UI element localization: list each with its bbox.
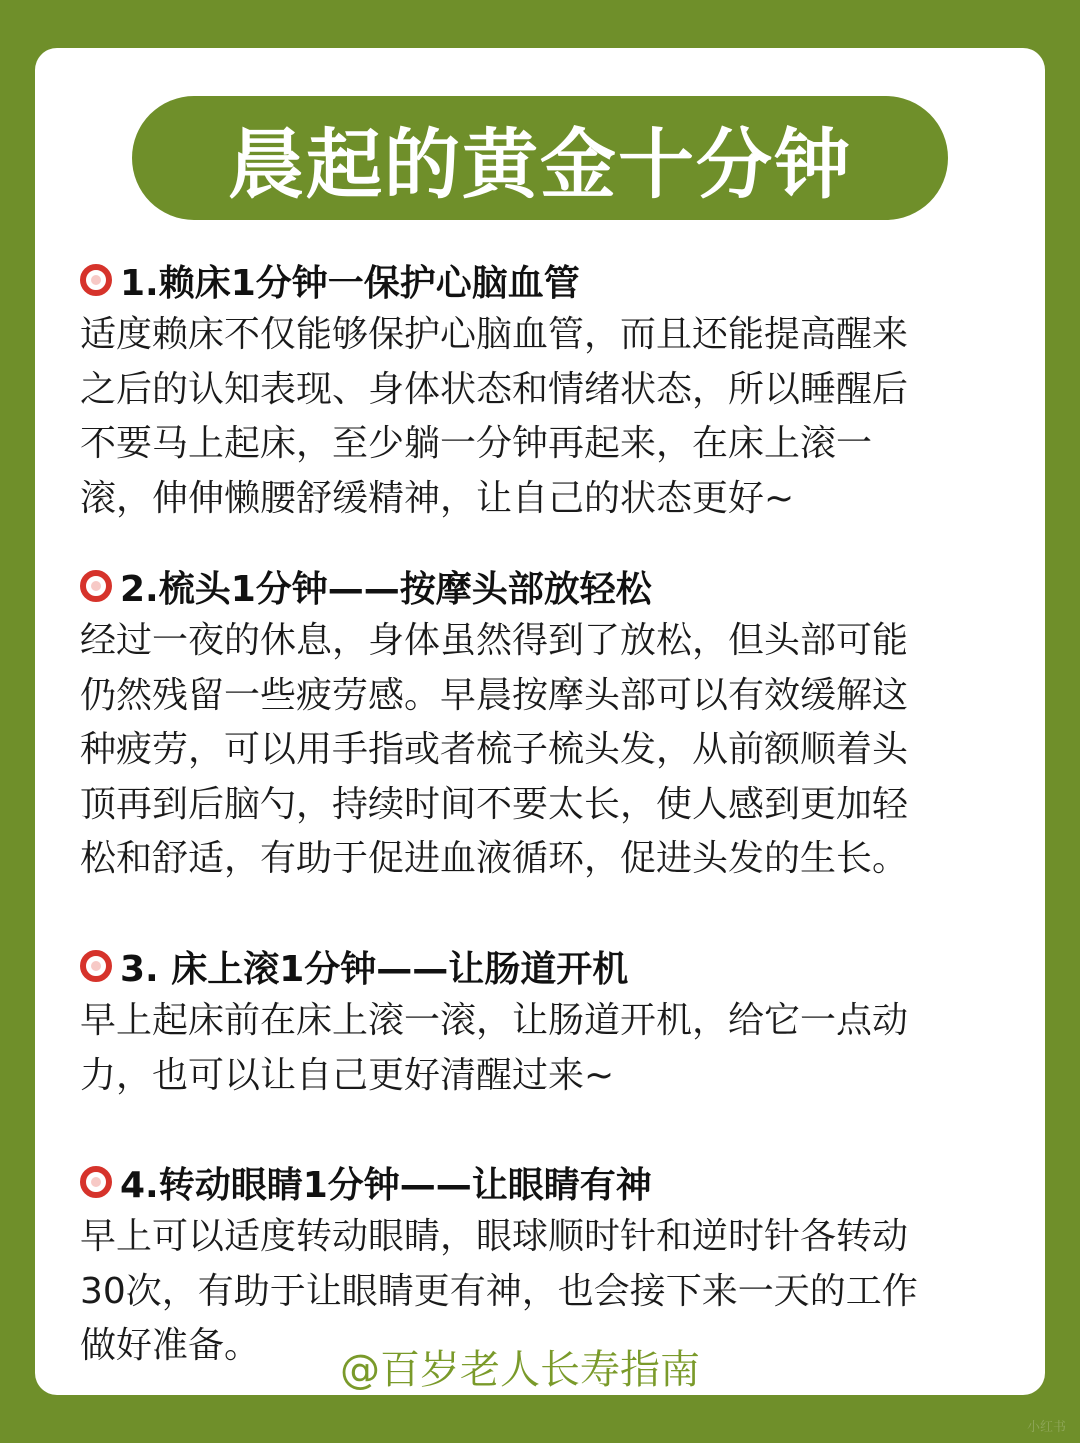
section-2 (80, 560, 990, 887)
section-heading-text: 4.转动眼睛1分钟——让眼睛有神 (120, 1164, 652, 1206)
author-watermark: @百岁老人长寿指南 (340, 1347, 700, 1393)
section-heading (80, 560, 990, 612)
section-3 (80, 940, 990, 1103)
red-circle-icon (80, 1166, 112, 1198)
section-1 (80, 254, 990, 526)
section-body: 早上起床前在床上滚一滚，让肠道开机，给它一点动 力，也可以让自己更好清醒过来~ (80, 1000, 909, 1096)
section-heading-text: 1.赖床1分钟一保护心脑血管 (120, 262, 580, 304)
section-body: 适度赖床不仅能够保护心脑血管，而且还能提高醒来 之后的认知表现、身体状态和情绪状态，所以睡醒后 不要马上起床，至少躺一分钟再起来，在床上滚一 滚，伸伸懒腰舒缓精神，让自己的状态更好~ (80, 314, 909, 519)
section-body: 经过一夜的休息，身体虽然得到了放松，但头部可能 仍然残留一些疲劳感。早晨按摩头部可以有效缓解这 种疲劳，可以用手指或者梳子梳头发，从前额顺着头 顶再到后脑勺，持续时间不要太长，使人感到更加轻 松和舒适，有助于促进血液循环，促进头发的生长。 (80, 620, 909, 879)
section-heading (80, 254, 990, 306)
red-circle-icon (80, 950, 112, 982)
red-circle-icon (80, 264, 112, 296)
section-heading-text: 3. 床上滚1分钟——让肠道开机 (120, 948, 629, 990)
section-body: 早上可以适度转动眼睛，眼球顺时针和逆时针各转动 30次，有助于让眼睛更有神，也会接下来一天的工作 做好准备。 (80, 1216, 918, 1366)
page-title: 晨起的黄金十分钟 (228, 119, 852, 209)
section-heading (80, 940, 990, 992)
platform-watermark: 小红书 (1026, 1420, 1066, 1435)
section-heading (80, 1156, 990, 1208)
red-circle-icon (80, 570, 112, 602)
title-banner (132, 96, 948, 220)
section-heading-text: 2.梳头1分钟——按摩头部放轻松 (120, 568, 652, 610)
